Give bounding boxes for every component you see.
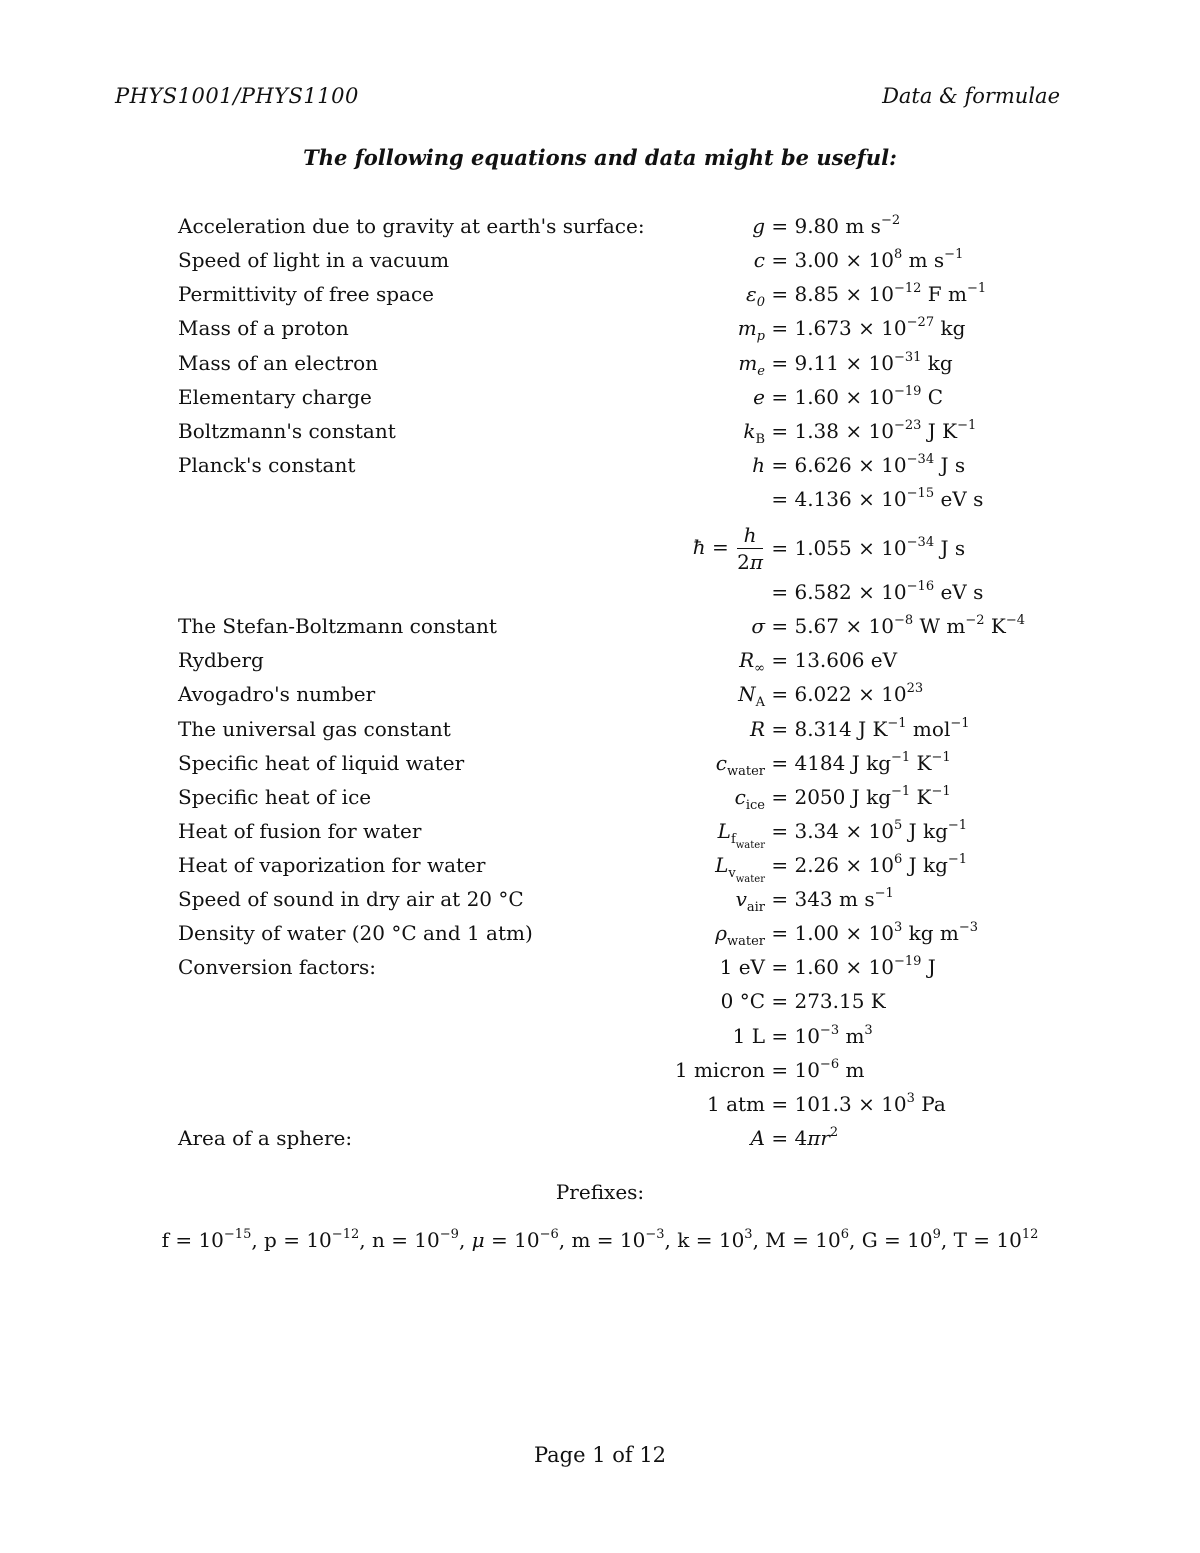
constant-symbol: $\varepsilon_0$ [745, 282, 765, 310]
constant-label: Specific heat of ice [178, 785, 372, 809]
constant-value: = $4.136 \times 10^{-15}$ eV s [765, 486, 984, 511]
constant-row [0, 316, 1200, 350]
constant-symbol: $m_e$ [738, 351, 765, 379]
constant-symbol: $v_{air}$ [735, 887, 765, 915]
prefixes-list: $f = 10^{-15}$, $p = 10^{-12}$, $n = 10^{-9}$, $\mu = 10^{-6}$, $m = 10^{-3}$, $k = 10^3$, $M = 10^6$, $G = 10^9$, $T = 10^{12}$ [161, 1227, 1039, 1252]
constant-label: Elementary charge [178, 385, 372, 409]
constant-label: The Stefan-Boltzmann constant [178, 614, 497, 638]
constant-symbol: g [752, 214, 765, 238]
constant-symbol: 1 micron [674, 1058, 765, 1082]
constant-label: Mass of an electron [178, 351, 379, 375]
constant-symbol: $c_{water}$ [715, 751, 765, 779]
constant-symbol: A [750, 1126, 765, 1150]
constant-row [0, 853, 1200, 887]
constant-symbol: ħ = $\frac{h}{2\pi}$ [692, 523, 763, 574]
constant-row [0, 1058, 1200, 1092]
constant-label: Permittivity of free space [178, 282, 434, 306]
constant-value: = $1.00 \times 10^3$ kg $m^{-3}$ [765, 920, 978, 945]
constant-row [0, 682, 1200, 716]
header-course-code: PHYS1001/PHYS1100 [115, 84, 359, 108]
constant-label: Speed of sound in dry air at 20 °C [178, 887, 524, 911]
constant-symbol: 0 °C [720, 989, 765, 1013]
constant-label: Rydberg [178, 648, 264, 672]
constant-label: Acceleration due to gravity at earth's surface: [178, 214, 645, 238]
constant-symbol: e [753, 385, 765, 409]
constant-label: Density of water (20 °C and 1 atm) [178, 921, 533, 945]
constant-label: Specific heat of liquid water [178, 751, 465, 775]
constant-symbol: $m_p$ [737, 316, 765, 344]
constant-row [0, 648, 1200, 682]
constant-label: Heat of vaporization for water [178, 853, 486, 877]
constant-symbol: 1 L [732, 1024, 765, 1048]
constant-row [0, 214, 1200, 248]
constant-symbol: $\rho_{water}$ [715, 921, 765, 949]
constant-label: Conversion factors: [178, 955, 377, 979]
constant-symbol: $R_\infty$ [739, 648, 765, 676]
constant-value: = $3.34 \times 10^5$ J $kg^{-1}$ [765, 818, 968, 843]
constant-value: = 273.15 K [765, 989, 886, 1013]
constant-row [0, 887, 1200, 921]
prefixes-heading: Prefixes: [555, 1180, 645, 1204]
constant-label: The universal gas constant [178, 717, 451, 741]
constant-row [0, 453, 1200, 487]
constant-symbol: $L_{f_{water}}$ [717, 819, 765, 851]
constant-symbol: 1 eV [719, 955, 765, 979]
constant-row [0, 385, 1200, 419]
constant-row [0, 419, 1200, 453]
constant-label: Avogadro's number [178, 682, 376, 706]
constant-value: = 8.314 J $K^{-1}$ mol$^{-1}$ [765, 716, 970, 741]
constant-value: = $8.85 \times 10^{-12}$ F $m^{-1}$ [765, 281, 987, 306]
constant-row [0, 580, 1200, 614]
constant-symbol: h [752, 453, 765, 477]
constant-symbol: $L_{v_{water}}$ [715, 853, 765, 885]
constant-value: = $10^{-6}$ m [765, 1057, 865, 1082]
constant-value: = $5.67 \times 10^{-8}$ W $m^{-2}$ $K^{-4}$ [765, 613, 1026, 638]
constant-value: = $1.60 \times 10^{-19}$ J [765, 954, 936, 979]
constant-value: = $1.60 \times 10^{-19}$ C [765, 384, 944, 409]
constant-row [0, 1024, 1200, 1058]
constant-symbol: σ [751, 614, 765, 638]
constant-label: Boltzmann's constant [178, 419, 396, 443]
constant-label: Planck's constant [178, 453, 356, 477]
constant-value: = $4\pi r^2$ [765, 1125, 839, 1150]
constant-value: = $1.38 \times 10^{-23}$ J $K^{-1}$ [765, 418, 977, 443]
constant-symbol: R [749, 717, 765, 741]
constant-row [0, 785, 1200, 819]
constant-row [0, 1092, 1200, 1126]
constant-value: = $1.055 \times 10^{-34}$ J s [765, 535, 966, 560]
constant-row [0, 282, 1200, 316]
constant-value: = $6.626 \times 10^{-34}$ J s [765, 452, 966, 477]
constant-value: = 13.606 eV [765, 648, 898, 672]
constant-row [0, 717, 1200, 751]
page-number: Page 1 of 12 [533, 1443, 667, 1467]
constant-label: Mass of a proton [178, 316, 349, 340]
constant-symbol: $c_{ice}$ [734, 785, 765, 813]
constant-label: Speed of light in a vacuum [178, 248, 450, 272]
constant-row [0, 248, 1200, 282]
constant-value: = $2.26 \times 10^6$ J $kg^{-1}$ [765, 852, 968, 877]
constant-row [0, 819, 1200, 853]
constant-value: = $3.00 \times 10^8$ m $s^{-1}$ [765, 247, 964, 272]
constant-row [0, 751, 1200, 785]
constant-symbol: 1 atm [706, 1092, 765, 1116]
constant-symbol: c [753, 248, 765, 272]
constant-value: = $6.582 \times 10^{-16}$ eV s [765, 579, 984, 604]
constant-value: = 4184 J $kg^{-1}$ $K^{-1}$ [765, 750, 951, 775]
constant-value: = $6.022 \times 10^{23}$ [765, 681, 924, 706]
constant-row [0, 614, 1200, 648]
constant-row [0, 921, 1200, 955]
constant-value: = 343 m $s^{-1}$ [765, 886, 894, 911]
header-title: Data & formulae [882, 84, 1060, 108]
constant-symbol: $N_A$ [738, 682, 765, 710]
constant-row [0, 487, 1200, 521]
constant-symbol: $k_B$ [743, 419, 765, 447]
constant-value: = $1.673 \times 10^{-27}$ kg [765, 315, 966, 340]
constant-row [0, 989, 1200, 1023]
constant-row [0, 522, 1200, 582]
constant-label: Heat of fusion for water [178, 819, 422, 843]
constant-value: = $10^{-3}$ $m^3$ [765, 1023, 873, 1048]
constant-row [0, 351, 1200, 385]
constant-value: = $101.3 \times 10^3$ Pa [765, 1091, 946, 1116]
constant-label: Area of a sphere: [178, 1126, 353, 1150]
constant-row [0, 1126, 1200, 1160]
constant-value: = $9.11 \times 10^{-31}$ kg [765, 350, 953, 375]
constant-value: = 9.80 m $s^{-2}$ [765, 213, 901, 238]
constant-row [0, 955, 1200, 989]
constant-value: = 2050 J $kg^{-1}$ $K^{-1}$ [765, 784, 951, 809]
intro-heading: The following equations and data might be useful: [303, 145, 897, 170]
